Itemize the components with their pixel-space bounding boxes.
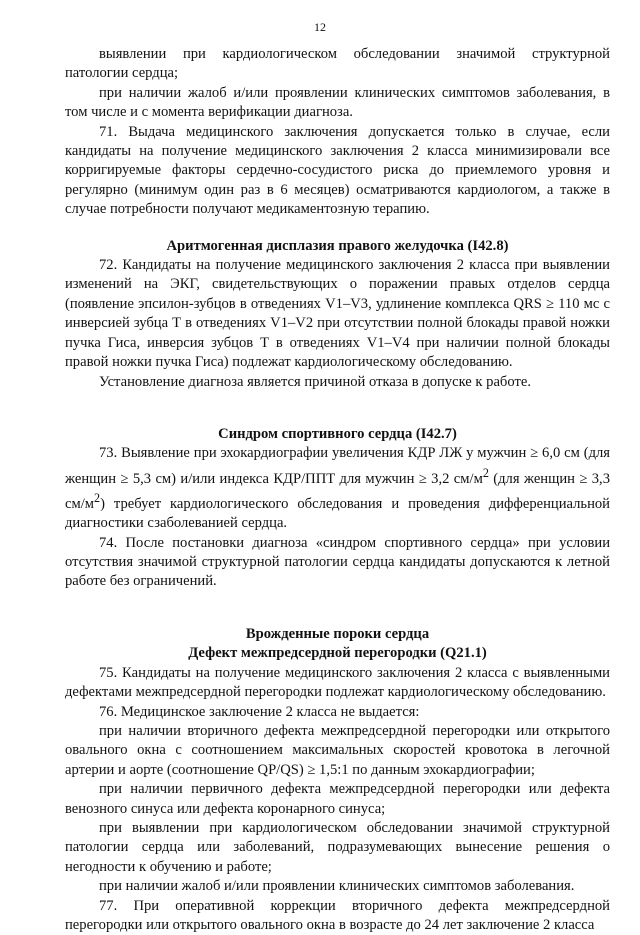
subsection-heading-atrial-septal-defect: Дефект межпредсердной перегородки (Q21.1) xyxy=(188,645,487,662)
section-heading-congenital-heart-defects: Врожденные пороки сердца xyxy=(245,625,430,642)
p73-text-part3: ) требует кардиологического обследования и проведения дифференциальной диагностики сзаболеванией сердца. xyxy=(65,495,610,532)
paragraph-75: 75. Кандидаты на получение медицинского заключения 2 класса с выявленными дефектами межпредсердной перегородки подлежат кардиологическому обследованию. xyxy=(65,664,610,701)
paragraph-73 xyxy=(65,444,610,533)
paragraph-71: 71. Выдача медицинского заключения допускается только в случае, если кандидаты на получение медицинского заключения 2 класса минимизировали все корригируемые факторы сердечно-сосудистого риска до приемлемого уровня и регулярно (минимум один раз в 6 месяцев) осматриваются кардиологом, а также в случае потребности получают медикаментозную терапию. xyxy=(65,123,610,218)
list-item: при наличии жалоб и/или проявлении клинических симптомов заболевания. xyxy=(99,878,575,895)
paragraph: при наличии жалоб и/или проявлении клинических симптомов заболевания, в том числе и с момента верификации диагноза. xyxy=(65,84,610,121)
list-item: при наличии первичного дефекта межпредсердной перегородки или дефекта венозного синуса или дефекта коронарного синуса; xyxy=(65,781,610,817)
section-heading-arrhythmogenic-dysplasia: Аритмогенная дисплазия правого желудочка (I42.8) xyxy=(166,237,509,254)
paragraph-diagnosis-refusal: Установление диагноза является причиной отказа в допуске к работе. xyxy=(99,373,531,390)
paragraph-72: 72. Кандидаты на получение медицинского заключения 2 класса при выявлении изменений на ЭКГ, свидетельствующих о поражении правых отделов сердца (появление эпсилон-зубцов в отведениях V1–V3, удлинение комплекса QRS ≥ 110 мс с инверсией зубца Т в отведениях V1–V2 при отсутствии полной блокады правой ножки пучка Гиса, инверсия зубцов Т в отведениях V1–V4 при наличии полной блокады правой ножки пучка Гиса) подлежат кардиологическому обследованию. xyxy=(65,257,610,371)
document-body xyxy=(65,45,610,935)
paragraph-76: 76. Медицинское заключение 2 класса не выдается: xyxy=(99,703,420,720)
p73-text-part2: (для женщин ≥ 3,3 см/м xyxy=(65,470,611,512)
list-item: при наличии вторичного дефекта межпредсердной перегородки или открытого овального окна с соотношением максимальных скоростей кровотока в легочной артерии и аорте (соотношение QP/QS) ≥ 1,5:1 по данным эхокардиографии; xyxy=(65,722,610,778)
paragraph: выявлении при кардиологическом обследовании значимой структурной патологии сердца; xyxy=(65,46,610,82)
p73-text-part1: 73. Выявление при эхокардиографии увеличения КДР ЛЖ у мужчин ≥ 6,0 см (для женщин ≥ 5,3 см) и/или индекса КДР/ППТ для мужчин ≥ 3,2 см/м xyxy=(65,445,610,487)
p73-superscript-1: 2 xyxy=(482,465,489,480)
section-heading-athletic-heart: Синдром спортивного сердца (I42.7) xyxy=(218,425,457,442)
paragraph-74: 74. После постановки диагноза «синдром спортивного сердца» при условии отсутствия значимой структурной патологии сердца кандидаты допускаются к летной работе без ограничений. xyxy=(65,534,610,590)
page-number: 12 xyxy=(314,20,326,34)
list-item: при выявлении при кардиологическом обследовании значимой структурной патологии сердца или заболеваний, подразумевающих вынесение решения о негодности к обучению и работе; xyxy=(65,819,610,875)
p73-superscript-2: 2 xyxy=(94,490,101,505)
paragraph-77: 77. При оперативной коррекции вторичного дефекта межпредсердной перегородки или открытого овального окна в возрасте до 24 лет заключение 2 класса xyxy=(65,897,610,933)
